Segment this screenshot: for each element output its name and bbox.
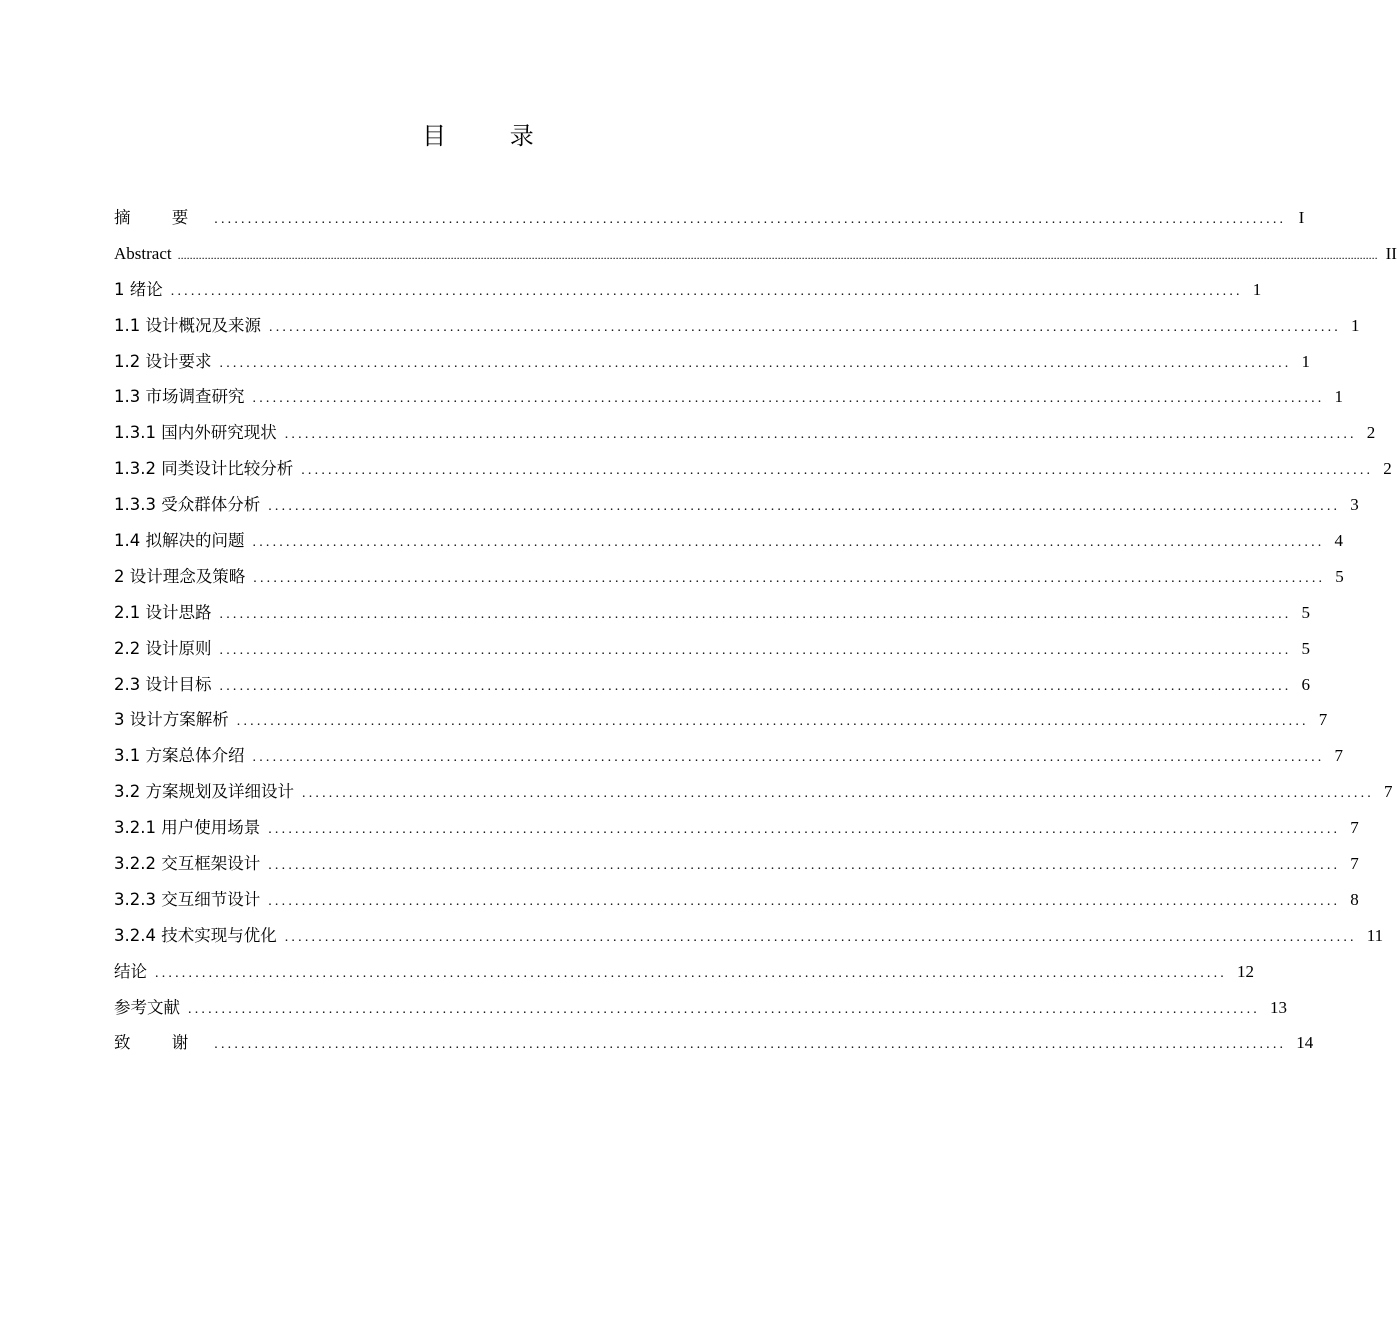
- dot-leader: ................................................................................................................................................................: [214, 212, 1287, 227]
- toc-title: 目 录: [422, 122, 562, 150]
- toc-entry-label: 1.2 设计要求: [114, 351, 212, 371]
- toc-entry-page: 1: [1252, 279, 1262, 299]
- toc-entry-page: II: [1385, 243, 1397, 263]
- toc-entry-2[interactable]: [114, 559, 1344, 595]
- dot-leader: ................................................................................................................................................................: [269, 319, 1341, 335]
- dot-leader: ................................................................................................................................................................: [252, 750, 1325, 766]
- toc-entry-3-2-2[interactable]: [114, 846, 1359, 882]
- toc-entry-page: 5: [1301, 602, 1310, 622]
- toc-entry-conclusion[interactable]: [114, 954, 1254, 990]
- toc-entry-label: 1 绪论: [114, 279, 163, 299]
- toc-entry-1-3-2[interactable]: [114, 451, 1392, 487]
- dot-leader: ................................................................................................................................................................: [253, 570, 1326, 586]
- toc-entry-page: I: [1298, 208, 1305, 227]
- dot-leader: ................................................................................................................................................................: [284, 929, 1357, 945]
- toc-entry-page: 2: [1366, 423, 1376, 443]
- toc-entry-label: 3.2 方案规划及详细设计: [114, 782, 294, 802]
- toc-entry-label: 3 设计方案解析: [114, 710, 229, 730]
- dot-leader: ................................................................................................................................................................: [268, 822, 1341, 838]
- toc-entry-page: 1: [1351, 315, 1360, 335]
- toc-entry-3-2[interactable]: [114, 774, 1393, 810]
- toc-entry-label: 2.1 设计思路: [114, 602, 212, 622]
- toc-entry-1-1[interactable]: [114, 308, 1360, 344]
- dot-leader: ................................................................................................................................................................: [268, 858, 1341, 874]
- dot-leader: ................................................................................................................................................................: [268, 499, 1341, 515]
- toc-entry-3-1[interactable]: [114, 738, 1343, 774]
- toc-entry-label: Abstract: [114, 243, 172, 263]
- toc-entry-page: 14: [1296, 1033, 1314, 1053]
- toc-entry-label: 3.1 方案总体介绍: [114, 746, 245, 766]
- toc-entry-label: 1.3.1 国内外研究现状: [114, 423, 277, 443]
- dot-leader: ................................................................................................................................................................: [301, 463, 1374, 479]
- toc-entry-label: 3.2.2 交互框架设计: [114, 854, 261, 874]
- toc-entry-label: 2.2 设计原则: [114, 638, 212, 658]
- toc-entry-page: 11: [1366, 925, 1384, 945]
- dot-leader: ................................................................................................................................................................: [170, 283, 1243, 299]
- toc-entry-1-3-1[interactable]: [114, 415, 1376, 451]
- dot-leader: ................................................................................................................................................................: [219, 355, 1292, 371]
- dot-leader: ................................................................................................................................................................: [252, 391, 1325, 407]
- toc-entry-page: 12: [1237, 961, 1254, 981]
- toc-entry-abstract-cn[interactable]: [114, 200, 1305, 236]
- toc-entry-page: 6: [1301, 674, 1310, 694]
- dot-leader: ................................................................................................................................................................: [219, 642, 1292, 658]
- toc-entry-2-2[interactable]: [114, 631, 1310, 667]
- toc-entry-acknowledgements[interactable]: [114, 1025, 1314, 1061]
- toc-entry-1-3-3[interactable]: [114, 487, 1359, 523]
- toc-entry-label: 1.3 市场调查研究: [114, 387, 245, 407]
- dot-leader: ................................................................................................................................................................: [252, 535, 1325, 551]
- dot-leader: ................................................................................................................................................................: [214, 1037, 1287, 1053]
- toc-entry-page: 7: [1334, 746, 1343, 766]
- toc-entry-label: 致 谢: [114, 1033, 207, 1053]
- toc-entry-page: 7: [1350, 818, 1359, 838]
- toc-entry-label: 结论: [114, 961, 147, 981]
- toc-entry-3[interactable]: [114, 702, 1328, 738]
- toc-entry-label: 3.2.3 交互细节设计: [114, 889, 261, 909]
- toc-entry-page: 1: [1334, 387, 1343, 407]
- toc-entry-label: 1.3.2 同类设计比较分析: [114, 459, 294, 479]
- dot-leader: ................................................................................................................................................................: [155, 965, 1227, 981]
- toc-entry-page: 8: [1350, 889, 1359, 909]
- toc-entry-page: 5: [1301, 638, 1310, 658]
- toc-entry-abstract-en[interactable]: [114, 236, 1397, 272]
- toc-entry-label: 3.2.4 技术实现与优化: [114, 925, 277, 945]
- toc-entry-page: 13: [1270, 997, 1287, 1017]
- toc-entry-page: 7: [1384, 782, 1393, 802]
- dot-leader: ................................................................................................................................................................................................................................................................................................................................................................................................................: [177, 247, 1378, 262]
- toc-entry-page: 7: [1350, 854, 1359, 874]
- toc-entry-label: 摘 要: [114, 208, 207, 227]
- toc-entry-page: 5: [1335, 566, 1344, 586]
- toc-entry-label: 3.2.1 用户使用场景: [114, 818, 261, 838]
- toc-entry-references[interactable]: [114, 990, 1287, 1026]
- dot-leader: ................................................................................................................................................................: [236, 714, 1309, 730]
- toc-entry-2-3[interactable]: [114, 667, 1310, 703]
- toc-entry-page: 3: [1350, 495, 1359, 515]
- dot-leader: ................................................................................................................................................................: [188, 1001, 1260, 1017]
- toc-entry-label: 参考文献: [114, 997, 180, 1017]
- toc-entry-3-2-3[interactable]: [114, 882, 1359, 918]
- toc-entry-1[interactable]: [114, 272, 1262, 308]
- dot-leader: ................................................................................................................................................................: [284, 427, 1357, 443]
- dot-leader: ................................................................................................................................................................: [268, 893, 1341, 909]
- toc-entry-1-2[interactable]: [114, 344, 1310, 380]
- toc-entry-label: 2 设计理念及策略: [114, 566, 246, 586]
- toc-entry-3-2-4[interactable]: [114, 918, 1384, 954]
- dot-leader: ................................................................................................................................................................: [302, 786, 1374, 802]
- toc-entry-label: 1.1 设计概况及来源: [114, 315, 261, 335]
- toc-entry-label: 1.3.3 受众群体分析: [114, 495, 261, 515]
- toc-entry-2-1[interactable]: [114, 595, 1310, 631]
- toc-entry-1-3[interactable]: [114, 379, 1343, 415]
- dot-leader: ................................................................................................................................................................: [219, 606, 1292, 622]
- toc-entry-1-4[interactable]: [114, 523, 1343, 559]
- toc-entry-page: 7: [1318, 710, 1328, 730]
- toc-entry-3-2-1[interactable]: [114, 810, 1359, 846]
- table-of-contents: [114, 200, 1397, 1061]
- toc-entry-page: 1: [1301, 351, 1310, 371]
- toc-entry-page: 4: [1334, 531, 1343, 551]
- toc-entry-label: 2.3 设计目标: [114, 674, 212, 694]
- toc-entry-label: 1.4 拟解决的问题: [114, 531, 245, 551]
- dot-leader: ................................................................................................................................................................: [219, 678, 1292, 694]
- toc-entry-page: 2: [1383, 459, 1392, 479]
